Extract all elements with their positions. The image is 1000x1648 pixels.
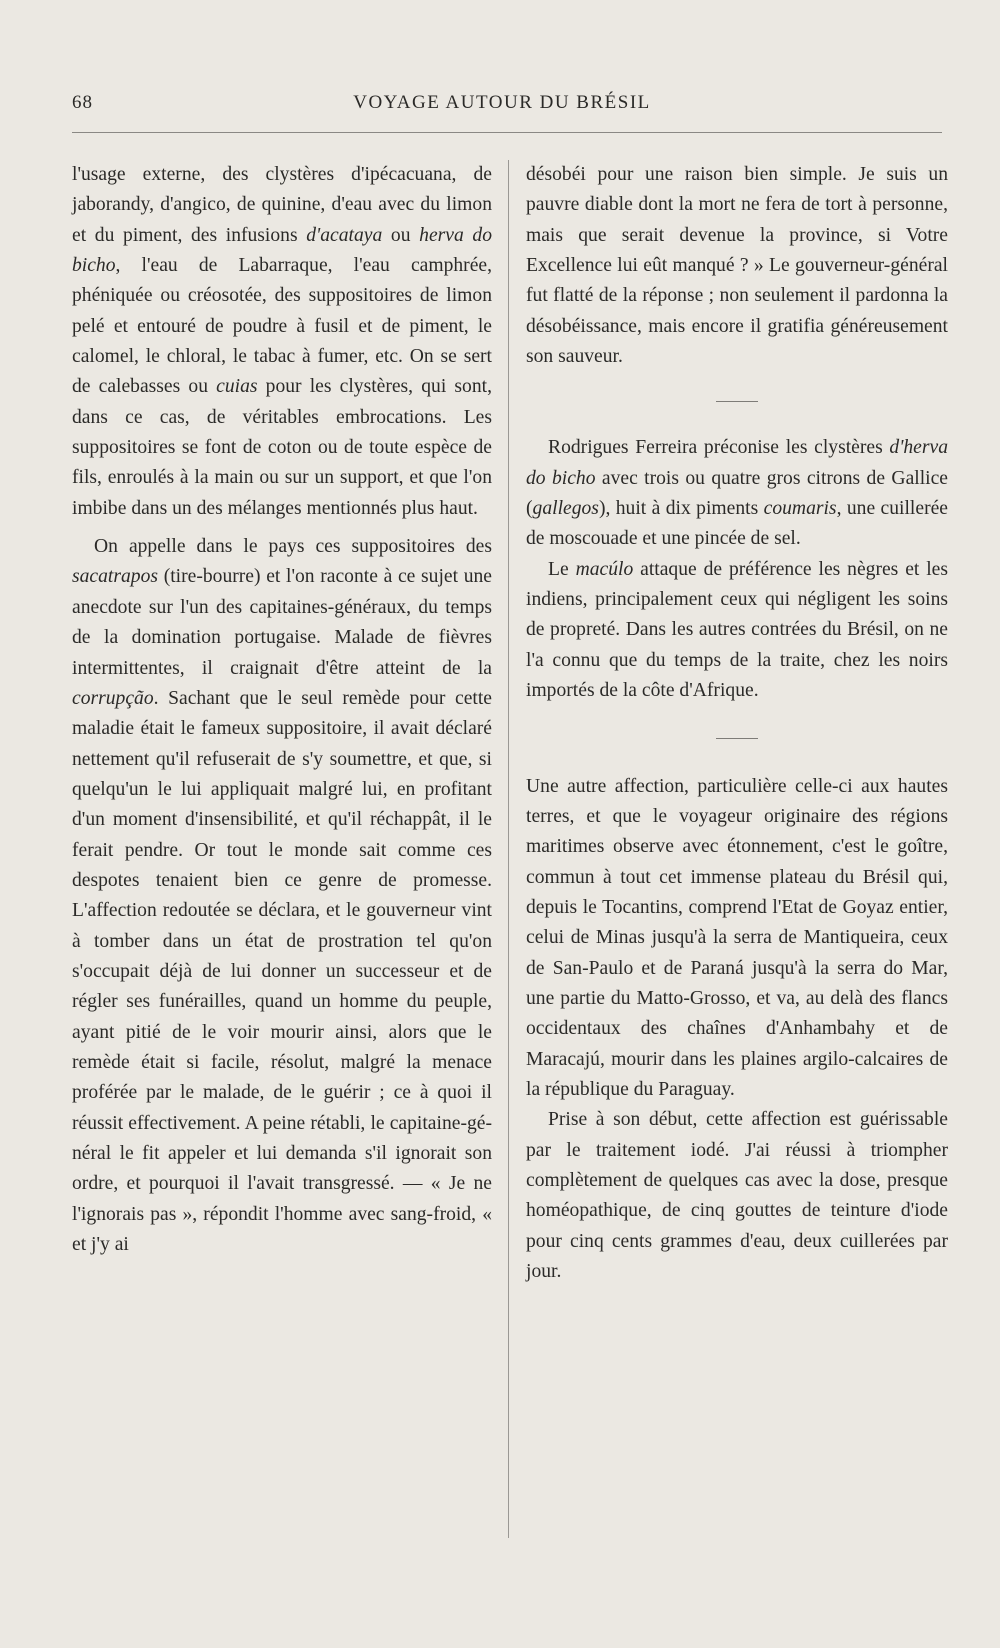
page-number: 68	[72, 92, 93, 113]
section-separator	[716, 401, 758, 402]
italic-text: d'herva do bicho	[526, 437, 948, 489]
paragraph	[72, 532, 492, 1260]
column-divider	[508, 160, 509, 1538]
text-run: ou	[382, 224, 420, 246]
text-run: . Sachant que le seul remède pour cette maladie était le fameux suppositoire, il avait déclaré nettement qu'il refuserait de s'y soumettre, et que, si quelqu'un le lui appliquait malgré lui, en profitant d'un moment d'insensibilité, et qu'il réchappât, il le ferait pendre. Or tout le monde sait comme ces despotes tenaient bien ce genre de promesse. L'affection redoutée se déclara, et le gouverneur vint à tomber dans un état de prostration tel qu'on s'occupait déjà de lui donner un successeur et de régler ses funérailles, quand un homme du peuple, ayant pitié de le voir mourir ainsi, alors que le remède était si facile, résolut, malgré la menace proférée par le malade, de le guérir ; ce à quoi il réussit effectivement. A peine rétabli, le capitaine-général le fit appeler et lui demanda s'il ignorait son ordre, et pourquoi il l'avait transgressé. — « Je ne l'ignorais pas », répondit l'homme avec sang-froid, « et j'y ai	[72, 687, 492, 1256]
page-header	[72, 86, 932, 122]
paragraph	[526, 160, 948, 372]
paragraph	[526, 555, 948, 707]
text-run: pour les clystères, qui sont, dans ce cas, de véritables embrocations. Les suppositoires se font de coton ou de toute espèce de fils, enroulés à la main ou sur un support, et que l'on imbibe dans un des mélanges mentionnés plus haut.	[72, 376, 492, 519]
text-run: ), huit à dix piments	[598, 498, 764, 520]
paragraph	[72, 160, 492, 524]
paragraph	[526, 772, 948, 1106]
text-run: On appelle dans le pays ces suppositoires des	[94, 536, 492, 558]
text-run: , l'eau de Labarraque, l'eau camphrée, phéniquée ou créosotée, des suppositoires de limon pelé et entouré de poudre à fusil et de piment, le calomel, le chloral, le tabac à fumer, etc. On se sert de calebasses ou	[72, 255, 492, 398]
right-column	[526, 160, 948, 1287]
text-run: Une autre affection, particulière celle-ci aux hautes terres, et que le voyageur originaire des régions maritimes observe avec étonnement, c'est le goître, commun à tout cet immense plateau du Brésil qui, depuis le Tocantins, comprend l'Etat de Goyaz entier, celui de Minas jusqu'à la serra de Mantiqueira, ceux de San-Paulo et de Paraná jusqu'à la serra do Mar, une partie du Matto-Grosso, et va, au delà des flancs occidentaux des chaînes d'Anhambahy et de Maracajú, mourir dans les plaines argilo-calcaires de la république du Paraguay.	[526, 775, 948, 1100]
italic-text: d'acataya	[306, 224, 383, 246]
text-run: avec trois ou quatre gros citrons de Gallice (	[526, 467, 948, 520]
italic-text: herva do bicho	[72, 224, 493, 277]
italic-text: corrupção	[72, 687, 154, 709]
italic-text: macúlo	[575, 558, 634, 580]
paragraph	[526, 433, 948, 554]
text-run: (tire-bourre) et l'on raconte à ce sujet une anecdote sur l'un des capitaines-généraux, du temps de la domination portugaise. Malade de fièvres intermittentes, il craignait d'être atteint de la	[72, 566, 492, 679]
text-run: Prise à son début, cette affection est guérissable par le traitement iodé. J'ai réussi à triompher complètement de quelques cas avec la dose, presque homéopathique, de cinq gouttes de teinture d'iode pour cinq cents grammes d'eau, deux cuillerées par jour.	[526, 1109, 948, 1282]
text-run: Le	[548, 558, 576, 580]
text-run: , une cuillerée de moscouade et une pincée de sel.	[526, 498, 948, 550]
text-run: l'usage externe, des clystères d'ipécacuana, de jaborandy, d'angico, de quinine, d'eau avec du limon et du piment, des infusions	[72, 164, 492, 246]
italic-text: cuias	[216, 376, 258, 398]
italic-text: sacatrapos	[72, 566, 159, 588]
italic-text: gallegos	[532, 498, 599, 520]
text-run: attaque de préférence les nègres et les indiens, principalement ceux qui négligent les soins de propreté. Dans les autres contrées du Brésil, on ne l'a connu que du temps de la traite, chez les noirs importés de la côte d'Afrique.	[526, 558, 948, 702]
header-rule	[72, 132, 942, 133]
running-title: VOYAGE AUTOUR DU BRÉSIL	[353, 92, 651, 113]
paragraph	[526, 1105, 948, 1287]
italic-text: coumaris	[763, 498, 837, 520]
text-run: désobéi pour une raison bien simple. Je suis un pauvre diable dont la mort ne fera de tort à personne, mais que serait devenue la province, si Votre Excellence lui eût manqué ? » Le gouverneur-général fut flatté de la réponse ; non seulement il pardonna la désobéissance, mais encore il gratifia généreusement son sauveur.	[526, 164, 948, 368]
left-column	[72, 160, 492, 1260]
section-separator	[716, 738, 758, 739]
text-run: Rodrigues Ferreira préconise les clystères	[548, 437, 890, 459]
